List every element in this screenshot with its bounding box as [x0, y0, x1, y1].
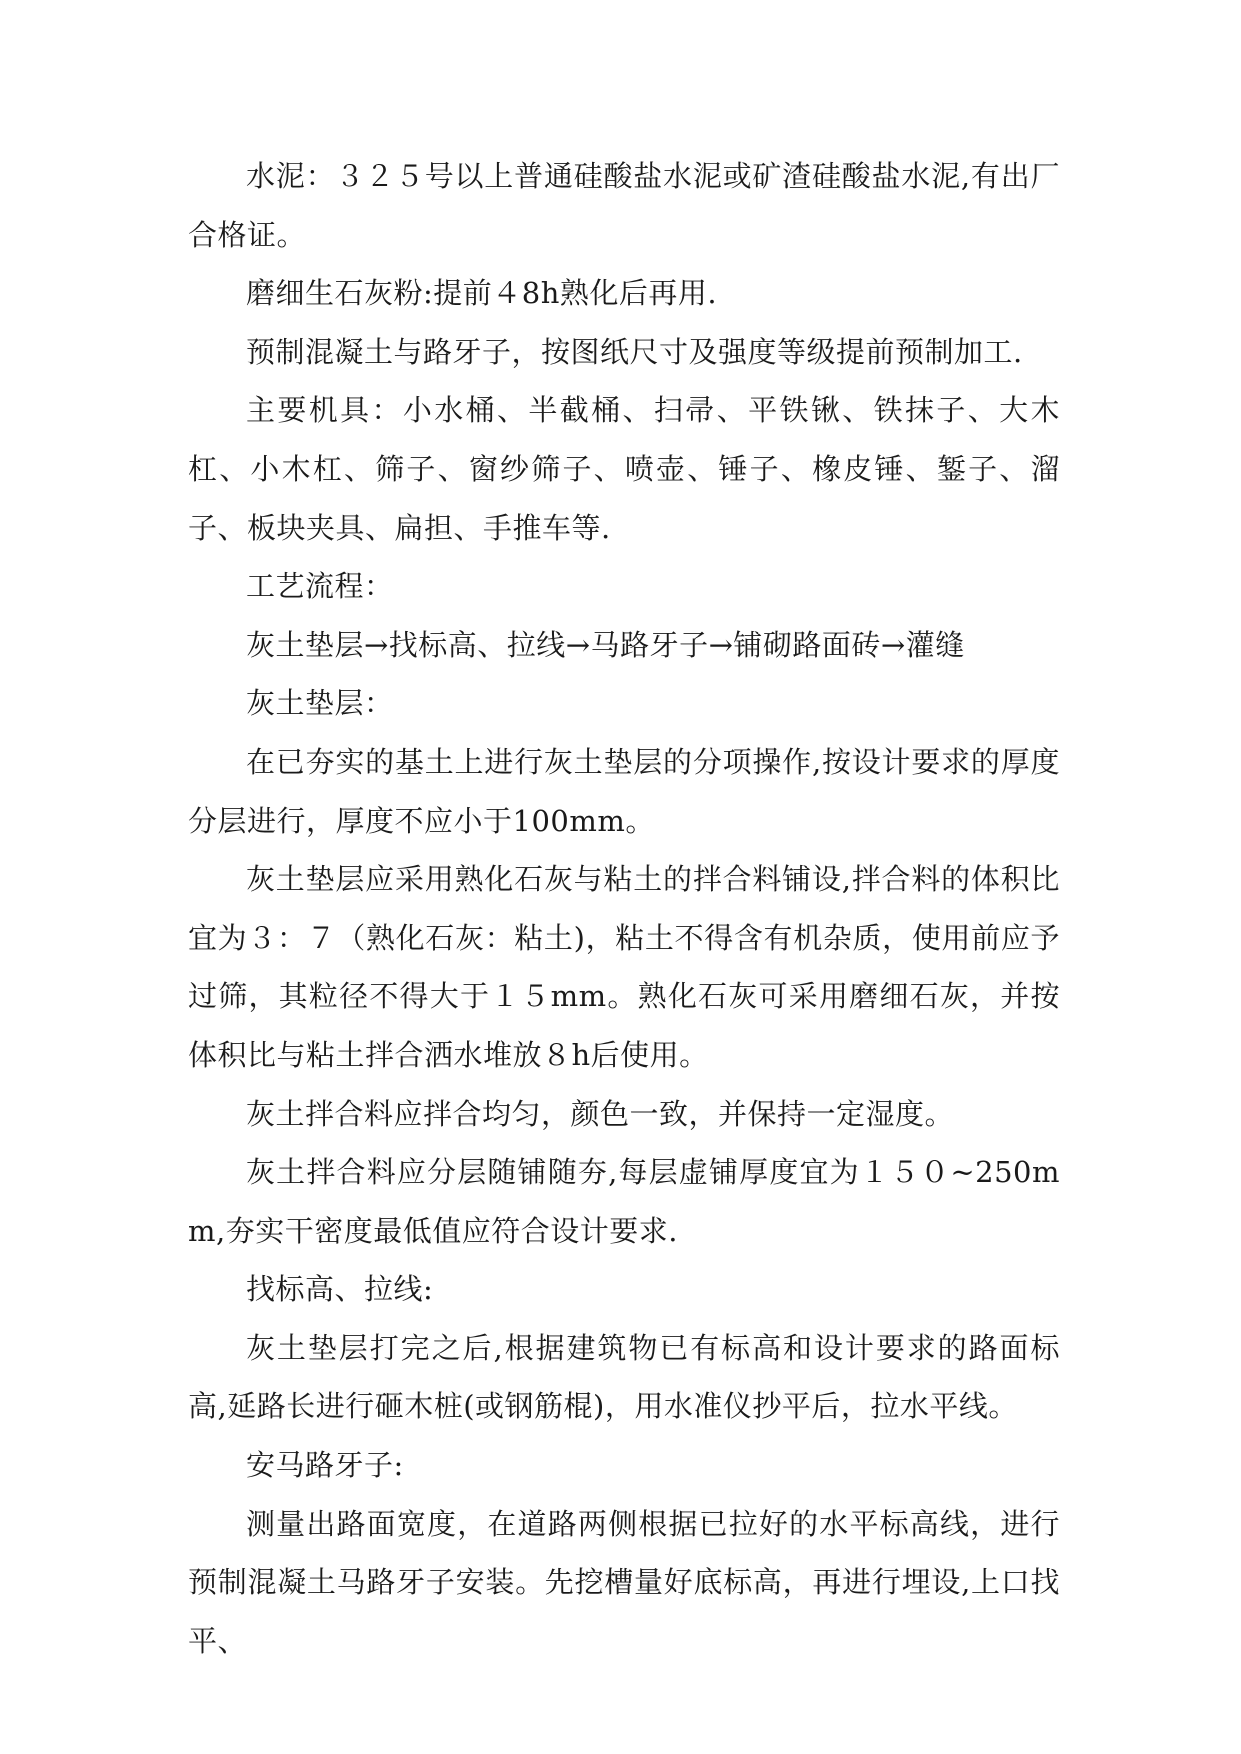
paragraph-lime-soil-heading: 灰土垫层： [246, 686, 394, 721]
paragraph-lime-soil-operation: 在已夯实的基土上进行灰土垫层的分项操作,按设计要求的厚度分层进行，厚度不应小于100mm。 [188, 744, 1060, 838]
document-body [188, 147, 1060, 1670]
paragraph-curb-installation: 测量出路面宽度，在道路两侧根据已拉好的水平标高线，进行预制混凝土马路牙子安装。先挖槽量好底标高，再进行埋设,上口找平、 [188, 1506, 1060, 1658]
paragraph-layered-tamping: 灰土拌合料应分层随铺随夯,每层虚铺厚度宜为１５０~250mm,夯实干密度最低值应符合设计要求. [188, 1155, 1060, 1248]
paragraph-cement: 水泥：３２５号以上普通硅酸盐水泥或矿渣硅酸盐水泥,有出厂合格证。 [188, 159, 1060, 252]
paragraph-curb-heading: 安马路牙子: [246, 1448, 404, 1483]
paragraph-lime-soil-mix: 灰土垫层应采用熟化石灰与粘土的拌合料铺设,拌合料的体积比宜为３：７（熟化石灰：粘土)，粘土不得含有机杂质，使用前应予过筛，其粒径不得大于１５mm。熟化石灰可采用磨细石灰，并按体积比与粘土拌合洒水堆放８h后使用。 [188, 862, 1060, 1072]
paragraph-level-heading: 找标高、拉线: [246, 1272, 434, 1307]
paragraph-process-flow: 灰土垫层→找标高、拉线→马路牙子→铺砌路面砖→灌缝 [246, 627, 965, 662]
paragraph-lime-powder: 磨细生石灰粉:提前４8h熟化后再用. [246, 276, 718, 311]
paragraph-precast-curb: 预制混凝土与路牙子，按图纸尺寸及强度等级提前预制加工. [246, 334, 1023, 369]
paragraph-process-heading: 工艺流程： [246, 569, 394, 604]
paragraph-mix-uniform: 灰土拌合料应拌合均匀，颜色一致，并保持一定湿度。 [246, 1096, 955, 1131]
paragraph-main-tools: 主要机具：小水桶、半截桶、扫帚、平铁锹、铁抹子、大木杠、小木杠、筛子、窗纱筛子、喷壶、锤子、橡皮锤、錾子、溜子、板块夹具、扁担、手推车等. [188, 393, 1060, 545]
paragraph-level-method: 灰土垫层打完之后,根据建筑物已有标高和设计要求的路面标高,延路长进行砸木桩(或钢筋棍)，用水准仪抄平后，拉水平线。 [188, 1330, 1060, 1424]
